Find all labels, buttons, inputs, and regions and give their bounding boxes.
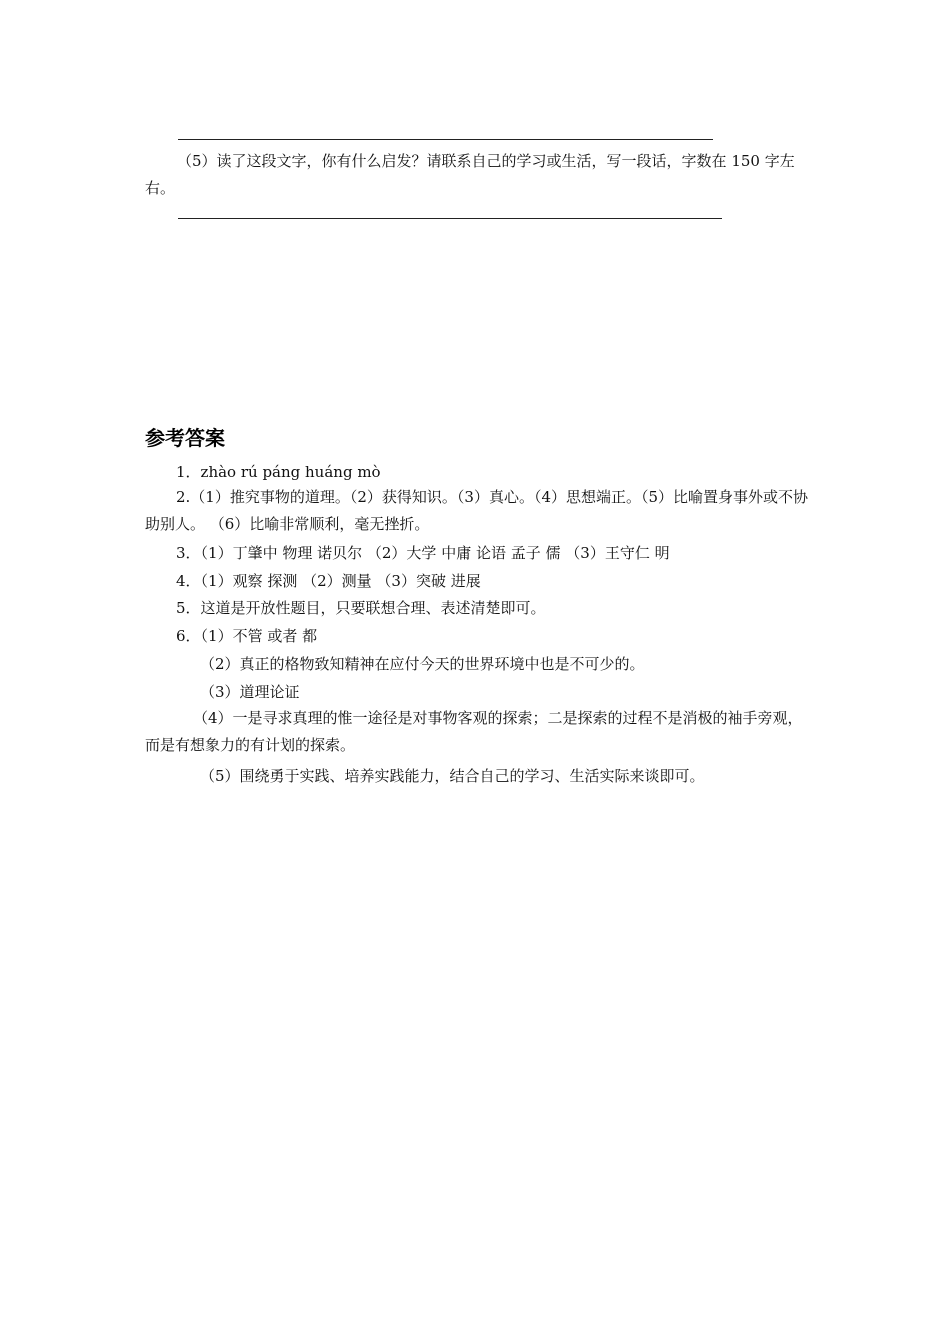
answer-item-6-3: （3）道理论证 [200,683,300,701]
answer-blank-line-q5 [178,218,722,219]
answers-heading: 参考答案 [145,426,225,450]
question-5-text: （5）读了这段文字，你有什么启发？请联系自己的学习或生活，写一段话，字数在 150 字左右。 [145,152,795,197]
answer-item-2: 2.（1）推究事物的道理。（2）获得知识。（3）真心。（4）思想端正。（5）比喻置身事外或不协助别人。 （6）比喻非常顺利，毫无挫折。 [145,488,809,533]
answer-item-3: 3．（1）丁肇中 物理 诺贝尔 （2）大学 中庸 论语 孟子 儒 （3）王守仁 明 [176,544,670,562]
answer-item-6: 6．（1）不管 或者 都 [176,627,318,645]
answer-item-1: 1．zhào rú páng huáng mò [176,463,381,481]
answer-item-5: 5．这道是开放性题目，只要联想合理、表述清楚即可。 [176,599,546,617]
answer-item-6-2: （2）真正的格物致知精神在应付今天的世界环境中也是不可少的。 [200,655,645,673]
answer-item-6-5: （5）围绕勇于实践、培养实践能力，结合自己的学习、生活实际来谈即可。 [200,767,705,785]
answer-blank-line-top [178,139,713,140]
answer-item-4: 4．（1）观察 探测 （2）测量 （3）突破 进展 [176,572,481,590]
answer-item-6-4: （4）一是寻求真理的惟一途径是对事物客观的探索；二是探索的过程不是消极的袖手旁观，而是有想象力的有计划的探索。 [145,709,803,754]
